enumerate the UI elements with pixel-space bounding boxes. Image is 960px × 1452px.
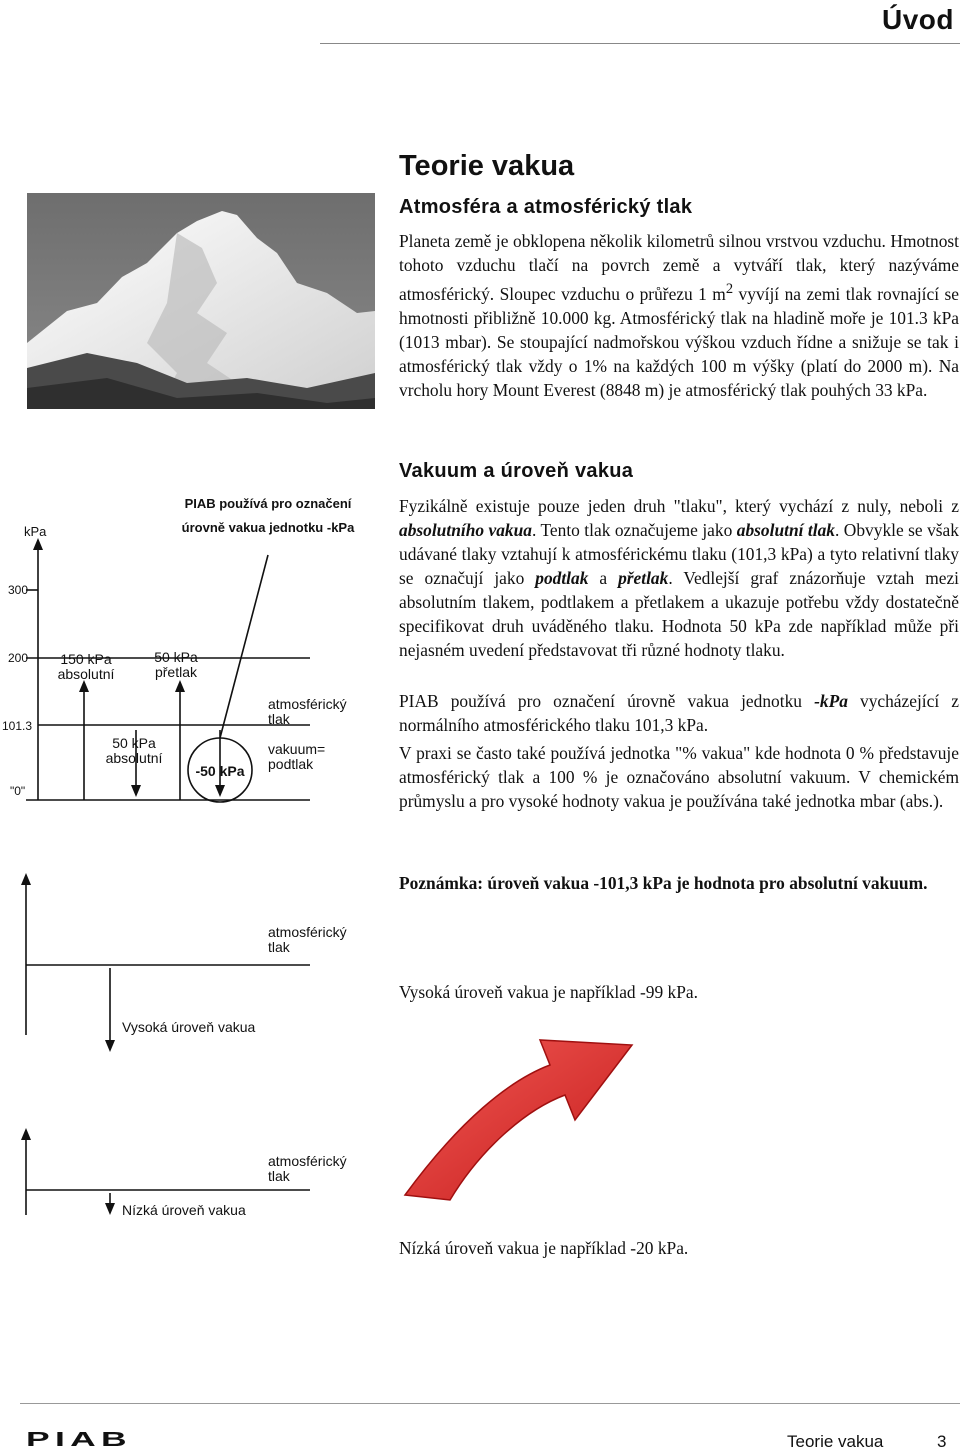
tick-label-300: 300 [8,583,29,597]
mountain-image [27,193,375,409]
page-title: Teorie vakua [399,150,575,182]
section2-paragraph-2: PIAB používá pro označení úrovně vakua jednotku -kPa vycházející z normálního atmosférického tlaku 101,3 kPa. [399,691,959,735]
tick-label-101: 101.3 [2,719,33,733]
label-vacuum: vakuum= [268,741,326,757]
low-atm-label-2: tlak [268,1168,290,1184]
label-50kpa-abs: 50 kPa [112,735,156,751]
section2-heading: Vakuum a úroveň vakua [399,460,634,482]
section-title: Úvod [882,4,954,35]
footer-doc-title: Teorie vakua [787,1432,884,1451]
section2-paragraph-1: Fyzikálně existuje pouze jeden druh "tlaku", který vychází z nuly, neboli z absolutního vakua. Tento tlak označujeme jako absolutní tlak. Obvykle se však udávané tlaky vztahují k atmosférickému tlaku (101,3 kPa) a tyto relativní tlaky se označují jako podtlak a přetlak. Vedlejší graf znázorňuje vztah mezi absolutním tlakem, podtlakem a přetlakem a ukazuje potřebu vždy dostatečně specifikovat druh uváděného tlaku. Hodnota 50 kPa zde například může při nejasném uvedení představovat tři různé hodnoty tlaku. [399,496,959,660]
label-vacuum-2: podtlak [268,756,314,772]
tick-label-0: "0" [10,784,26,798]
logo-text: PIAB [26,1430,132,1448]
footer-page-number: 3 [937,1432,947,1451]
unit-label: kPa [24,524,47,539]
high-atm-label-2: tlak [268,939,290,955]
label-150kpa: 150 kPa [60,651,112,667]
high-vacuum-example: Vysoká úroveň vakua je například -99 kPa. [399,982,698,1002]
label-50kpa-over-2: přetlak [154,664,198,680]
low-atm-label: atmosférický [268,1153,347,1169]
mountain-photo [27,193,375,409]
piab-logo [26,1430,134,1448]
pressure-diagram [0,480,380,1260]
section2-paragraph-3: V praxi se často také používá jednotka "% vakua" kde hodnota 0 % představuje atmosférický tlak a 100 % je označováno absolutní vakuum. V chemickém průmyslu a pro vysoké hodnoty vakua je používána také jednotka mbar (abs.). [399,743,959,811]
label-atm: atmosférický [268,696,347,712]
high-vacuum-label: Vysoká úroveň vakua [122,1019,256,1035]
section1-paragraph: Planeta země je obklopena několik kilometrů silnou vrstvou vzduchu. Hmotnost tohoto vzduchu tlačí na povrch země a vytváří tlak, který nazýváme atmosférický. Sloupec vzduchu o průřezu 1 $m^2$ vyvíjí na zemi tlak rovnající se hmotnosti přibližně 10.000 kg. Atmosférický tlak na hladině moře je 101.3 kPa (1013 mbar). Se stoupající nadmořskou výškou vzduch řídne a snižuje se tak i atmosférický tlak vždy o 1% na každých 100 m výšky (platí do 2000 m). Na vrcholu hory Mount Everest (8848 m) je atmosférický tlak pouhých 33 kPa. [399,231,959,400]
label-atm-2: tlak [268,711,290,727]
note: Poznámka: úroveň vakua -101,3 kPa je hodnota pro absolutní vakuum. [399,873,928,893]
piab-note-line2: úrovně vakua jednotku -kPa [181,520,355,535]
label-50kpa-over: 50 kPa [154,649,198,665]
low-vacuum-example: Nízká úroveň vakua je například -20 kPa. [399,1238,689,1258]
tick-label-200: 200 [8,651,29,665]
high-atm-label: atmosférický [268,924,347,940]
piab-note-line1: PIAB používá pro označení [184,496,352,511]
footer-divider [20,1403,960,1404]
header-divider [320,43,960,44]
label-150kpa-abs: absolutní [57,666,115,682]
section1-heading: Atmosféra a atmosférický tlak [399,196,693,218]
label-50kpa-abs-2: absolutní [105,750,163,766]
curved-arrow-icon [400,1010,640,1210]
label-minus-50kpa: -50 kPa [195,763,245,779]
low-vacuum-label: Nízká úroveň vakua [122,1202,246,1218]
